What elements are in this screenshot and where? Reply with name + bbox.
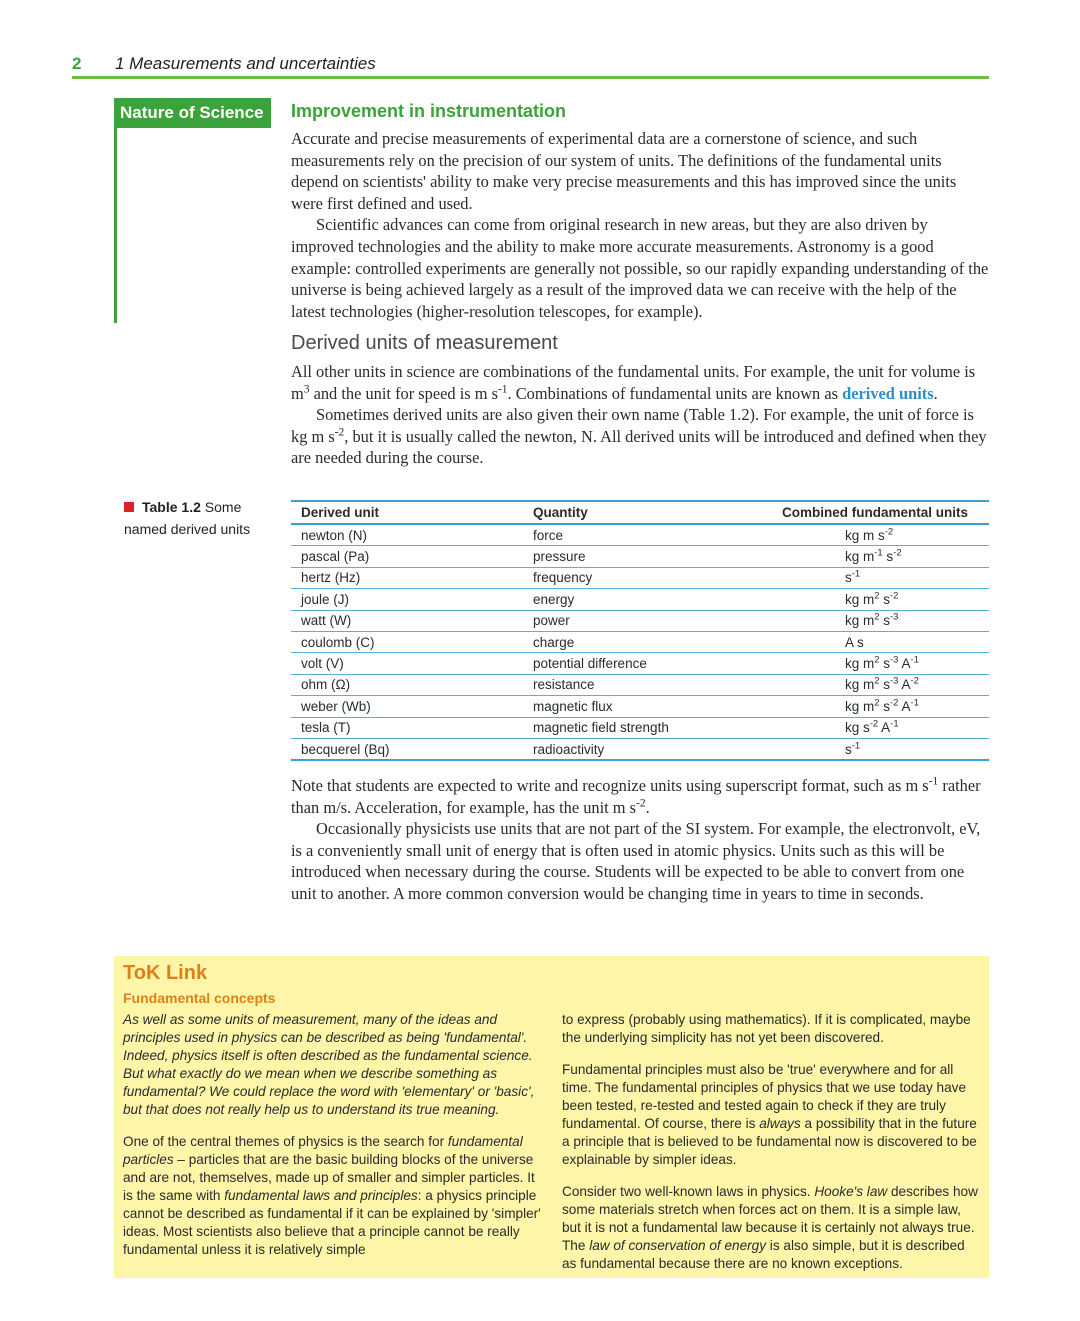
combined-units-cell: $s^{-1}$ xyxy=(755,738,989,760)
column-header: Derived unit xyxy=(291,501,523,524)
tok-right-column xyxy=(562,1011,982,1287)
paragraph: Sometimes derived units are also given their own name (Table 1.2). For example, the unit of force is kg m $s^{-2}$, but it is usually called the newton, N. All derived units will be introduced and defined when they are needed during the course. xyxy=(291,405,987,468)
quantity-cell: frequency xyxy=(523,567,755,588)
quantity-cell: potential difference xyxy=(523,653,755,674)
quantity-cell: radioactivity xyxy=(523,738,755,760)
combined-units-cell: kg $m^2$ $s^{-2}$ $A^{-1}$ xyxy=(755,696,989,717)
paragraph: All other units in science are combinations of the fundamental units. For example, the unit for volume is $m^3$ and the unit for speed is m $s^{-1}$. Combinations of fundamental units are known as derived units. xyxy=(291,362,976,403)
table-row xyxy=(291,567,989,588)
table-row xyxy=(291,610,989,631)
quantity-cell: force xyxy=(523,524,755,546)
derived-unit-cell: newton (N) xyxy=(291,524,523,546)
header-rule xyxy=(72,76,989,79)
paragraph: Note that students are expected to write and recognize units using superscript format, such as m $s^{-1}$ rather than m/s. Acceleration, for example, has the unit m $s^{-2}$. xyxy=(291,775,981,817)
derived-unit-cell: weber (Wb) xyxy=(291,696,523,717)
quantity-cell: magnetic flux xyxy=(523,696,755,717)
table-row xyxy=(291,546,989,567)
quantity-cell: power xyxy=(523,610,755,631)
derived-unit-cell: joule (J) xyxy=(291,589,523,610)
derived-unit-cell: hertz (Hz) xyxy=(291,567,523,588)
combined-units-cell: $s^{-1}$ xyxy=(755,567,989,588)
combined-units-cell: kg $m^{-1}$ $s^{-2}$ xyxy=(755,546,989,567)
tok-paragraph: Fundamental principles must also be 'true' everywhere and for all time. The fundamental principles of physics that we use today have been tested, re-tested and tested again to check if they are truly fundamental. Of course, there is always a possibility that in the future a principle that is believed to be fundamental now is discovered to be explainable by simpler ideas. xyxy=(562,1062,977,1167)
table-row xyxy=(291,696,989,717)
derived-unit-cell: watt (W) xyxy=(291,610,523,631)
derived-unit-cell: ohm (Ω) xyxy=(291,674,523,695)
combined-units-cell: A s xyxy=(755,631,989,652)
tok-paragraph: One of the central themes of physics is the search for fundamental particles – particles that are the basic building blocks of the universe and are not, themselves, made up of smaller and simpler particles. It is the same with fundamental laws and principles: a physics principle cannot be described as fundamental if it can be explained by 'simpler' ideas. Most scientists also believe that a principle cannot be really fundamental unless it is relatively simple xyxy=(123,1134,541,1257)
quantity-cell: resistance xyxy=(523,674,755,695)
section-heading-instrumentation: Improvement in instrumentation xyxy=(291,101,567,121)
chapter-title: 1 Measurements and uncertainties xyxy=(115,54,376,73)
red-square-icon xyxy=(124,502,134,512)
derived-unit-cell: volt (V) xyxy=(291,653,523,674)
derived-unit-cell: tesla (T) xyxy=(291,717,523,738)
quantity-cell: magnetic field strength xyxy=(523,717,755,738)
notes-section xyxy=(291,775,989,905)
combined-units-cell: kg $s^{-2}$ $A^{-1}$ xyxy=(755,717,989,738)
nature-of-science-section xyxy=(291,101,989,322)
derived-unit-cell: pascal (Pa) xyxy=(291,546,523,567)
table-caption: Table 1.2 Some named derived units xyxy=(124,499,251,537)
derived-unit-cell: coulomb (C) xyxy=(291,631,523,652)
derived-units-section xyxy=(291,332,989,469)
table-row xyxy=(291,653,989,674)
column-header: Quantity xyxy=(523,501,755,524)
combined-units-cell: kg $m^2$ $s^{-3}$ $A^{-1}$ xyxy=(755,653,989,674)
running-header xyxy=(72,54,988,76)
nature-of-science-tab: Nature of Science xyxy=(114,98,271,128)
table-row xyxy=(291,717,989,738)
quantity-cell: charge xyxy=(523,631,755,652)
tok-left-column xyxy=(123,1011,547,1273)
tok-paragraph: As well as some units of measurement, many of the ideas and principles used in physics can be described as being 'fundamental'. Indeed, physics itself is often described as the fundamental science. But what exactly do we mean when we describe something as fundamental? We could replace the word with 'elementary' or 'basic', but that does not really help us to understand its true meaning. xyxy=(123,1012,535,1117)
quantity-cell: energy xyxy=(523,589,755,610)
section-heading-derived-units: Derived units of measurement xyxy=(291,332,558,354)
paragraph: Occasionally physicists use units that are not part of the SI system. For example, the electronvolt, eV, is a conveniently small unit of energy that is often used in atomic physics. Units such as this will be introduced when necessary during the course. Students will be expected to be able to convert from one unit to another. A more common conversion would be changing time in years to time in seconds. xyxy=(291,819,981,903)
combined-units-cell: kg $m^2$ $s^{-3}$ xyxy=(755,610,989,631)
combined-units-cell: kg m $s^{-2}$ xyxy=(755,524,989,546)
combined-units-cell: kg $m^2$ $s^{-3}$ $A^{-2}$ xyxy=(755,674,989,695)
tok-link-box xyxy=(114,956,989,1278)
quantity-cell: pressure xyxy=(523,546,755,567)
nature-of-science-bar xyxy=(114,128,117,323)
tok-paragraph: to express (probably using mathematics). If it is complicated, maybe the underlying simplicity has not yet been discovered. xyxy=(562,1012,971,1045)
derived-units-table xyxy=(291,500,989,761)
column-header: Combined fundamental units xyxy=(755,501,989,524)
table-row xyxy=(291,631,989,652)
page-number: 2 xyxy=(72,54,82,73)
table-row xyxy=(291,738,989,760)
table-row xyxy=(291,589,989,610)
tok-title: ToK Link xyxy=(123,962,208,984)
paragraph: Accurate and precise measurements of experimental data are a cornerstone of science, and such measurements rely on the precision of our system of units. The definitions of the fundamental units depend on scientists' ability to make very precise measurements and this has improved since the units were first defined and used. xyxy=(291,129,957,213)
keyword-derived-units[interactable]: derived units xyxy=(842,383,934,403)
combined-units-cell: kg $m^2$ $s^{-2}$ xyxy=(755,589,989,610)
table-row xyxy=(291,674,989,695)
paragraph: Scientific advances can come from original research in new areas, but they are also driven by improved technologies and the ability to make more accurate measurements. Astronomy is a good example: controlled experiments are generally not possible, so our rapidly expanding understanding of the universe is being achieved largely as a result of the improved data we can receive with the help of the latest technologies (higher-resolution telescopes, for example). xyxy=(291,215,989,321)
tok-paragraph: Consider two well-known laws in physics. Hooke's law describes how some materials stretch when forces act on them. It is a simple law, but it is not a fundamental law because it is certainly not always true. The law of conservation of energy is also simple, but it is described as fundamental because there are no known exceptions. xyxy=(562,1184,978,1271)
table-header-row xyxy=(291,501,989,524)
tok-subtitle: Fundamental concepts xyxy=(123,990,276,1006)
derived-unit-cell: becquerel (Bq) xyxy=(291,738,523,760)
table-row xyxy=(291,524,989,546)
